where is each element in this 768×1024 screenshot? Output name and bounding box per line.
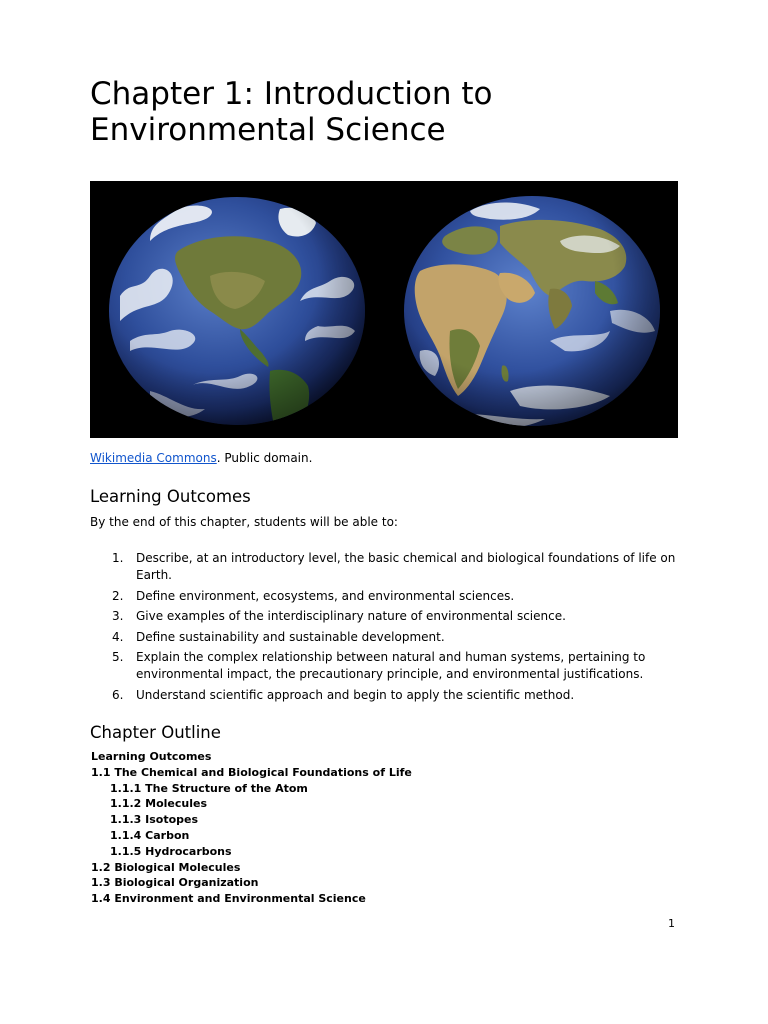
earth-globes-icon <box>90 181 678 438</box>
outcome-number: 6. <box>112 687 124 702</box>
page-title <box>90 76 690 148</box>
wikimedia-commons-link[interactable]: Wikimedia Commons <box>90 451 217 465</box>
outline-item: 1.3 Biological Organization <box>91 876 259 890</box>
outcome-item <box>90 687 680 704</box>
chapter-outline-list <box>91 749 412 907</box>
title-line-2: Environmental Science <box>90 112 446 148</box>
outcome-number: 5. <box>112 650 124 664</box>
outcome-item <box>90 608 680 625</box>
learning-outcomes-intro: By the end of this chapter, students will be able to: <box>90 515 398 529</box>
outcome-text: Give examples of the interdisciplinary nature of environmental science. <box>136 609 566 623</box>
outcome-number: 1. <box>112 551 124 565</box>
outcome-number: 3. <box>112 609 124 623</box>
learning-outcomes-list <box>90 550 680 707</box>
earth-globes-image <box>90 181 678 438</box>
chapter-outline-heading: Chapter Outline <box>90 723 221 742</box>
caption-suffix: . Public domain. <box>216 451 313 465</box>
outcome-number: 2. <box>112 588 124 603</box>
outcome-item <box>90 550 680 584</box>
outcome-item <box>90 649 680 683</box>
outline-item: Learning Outcomes <box>91 750 212 763</box>
image-caption <box>90 451 312 466</box>
title-line-1: Chapter 1: Introduction to <box>90 76 493 112</box>
outcome-item <box>90 588 680 605</box>
outcome-text: Define environment, ecosystems, and environmental sciences. <box>136 588 515 603</box>
outcome-text: Understand scientific approach and begin to apply the scientific method. <box>136 687 575 702</box>
outline-item: 1.4 Environment and Environmental Science <box>91 892 366 906</box>
outline-item: 1.2 Biological Molecules <box>91 860 241 874</box>
page-number: 1 <box>668 917 675 930</box>
outline-subitem: 1.1.5 Hydrocarbons <box>110 844 232 858</box>
outcome-number: 4. <box>112 629 124 644</box>
outcome-text: Define sustainability and sustainable development. <box>136 629 445 644</box>
learning-outcomes-heading: Learning Outcomes <box>90 487 251 506</box>
outcome-text: Describe, at an introductory level, the basic chemical and biological foundations of life on Earth. <box>136 551 676 582</box>
outline-subitem: 1.1.4 Carbon <box>110 828 190 842</box>
outcome-item <box>90 629 680 646</box>
outcome-text: Explain the complex relationship between natural and human systems, pertaining to environmental impact, the precautionary principle, and environmental justifications. <box>136 650 646 681</box>
outline-subitem: 1.1.2 Molecules <box>110 797 208 811</box>
outline-subitem: 1.1.1 The Structure of the Atom <box>110 781 308 795</box>
outline-item: 1.1 The Chemical and Biological Foundations of Life <box>91 765 412 779</box>
outline-subitem: 1.1.3 Isotopes <box>110 813 199 827</box>
